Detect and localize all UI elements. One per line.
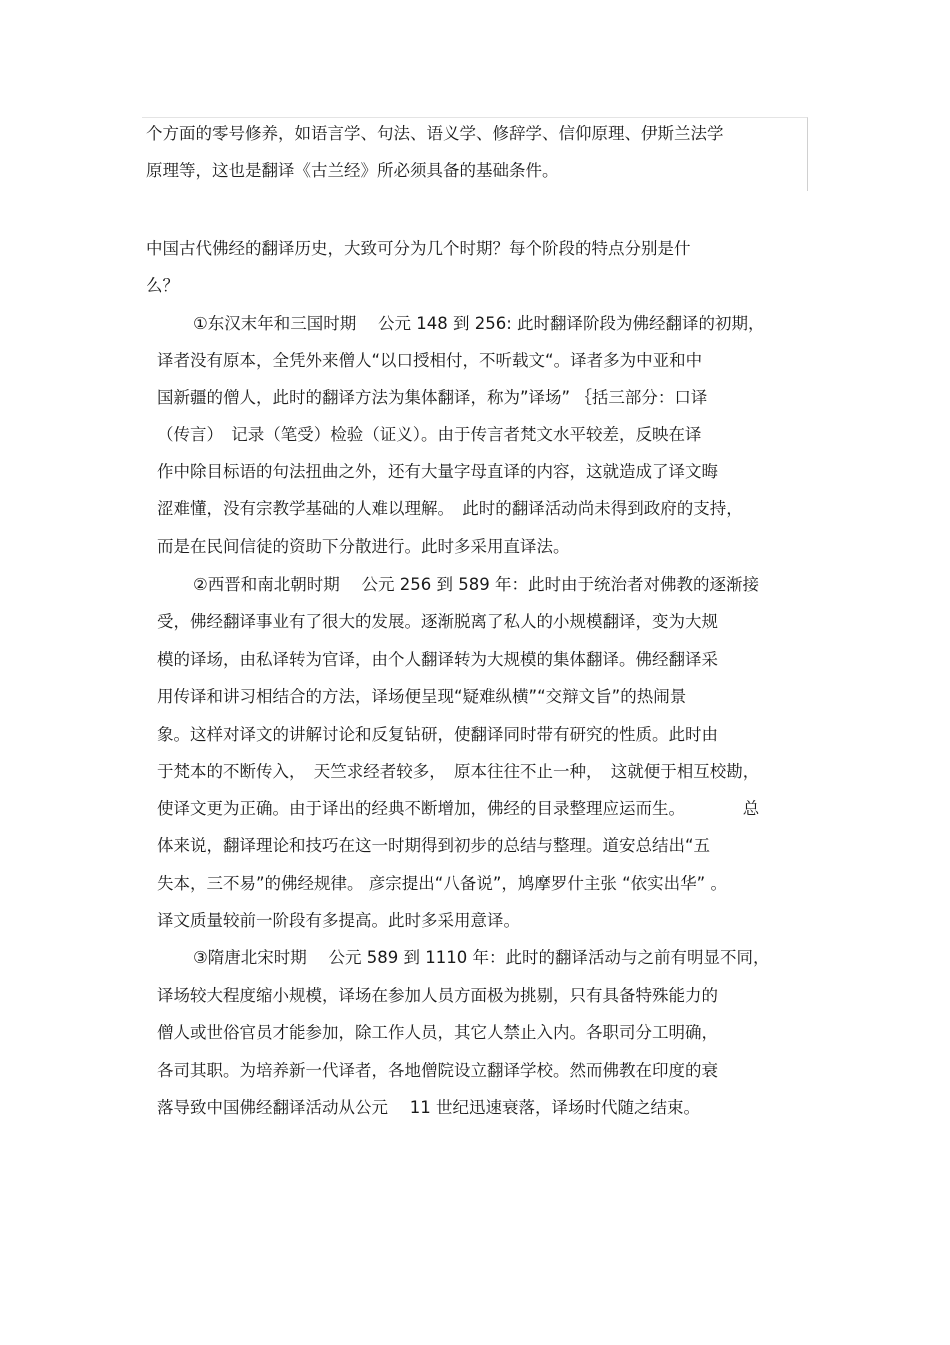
paragraph-line: 涩难懂，没有宗教学基础的人难以理解。 此时的翻译活动尚未得到政府的支持， (157, 499, 743, 518)
paragraph-line: 于梵本的不断传入， 天竺求经者较多， 原本往往不止一种， 这就便于相互校勘， (157, 762, 760, 781)
paragraph-line: 译文质量较前一阶段有多提高。此时多采用意译。 (157, 911, 520, 930)
paragraph-line: 模的译场，由私译转为官译，由个人翻译转为大规模的集体翻译。佛经翻译采 (157, 650, 718, 669)
paragraph-line: ③隋唐北宋时期 公元 589 到 1110 年：此时的翻译活动与之前有明显不同， (193, 948, 770, 967)
paragraph-line: 僧人或世俗官员才能参加，除工作人员，其它人禁止入内。各职司分工明确， (157, 1023, 718, 1042)
paragraph-line: 作中除目标语的句法扭曲之外，还有大量字母直译的内容，这就造成了译文晦 (157, 462, 718, 481)
paragraph-line: 落导致中国佛经翻译活动从公元 11 世纪迅速衰落，译场时代随之结束。 (157, 1098, 700, 1117)
question-line-2: 么？ (146, 276, 179, 295)
paragraph-line: 受，佛经翻译事业有了很大的发展。逐渐脱离了私人的小规模翻译，变为大规 (157, 612, 718, 631)
paragraph-line: （传言） 记录（笔受）检验（证义）。由于传言者梵文水平较差，反映在译 (157, 425, 702, 444)
paragraph-line: 使译文更为正确。由于译出的经典不断增加，佛经的目录整理应运而生。 总 (157, 799, 760, 818)
intro-line-1: 个方面的零号修养，如语言学、句法、语义学、修辞学、信仰原理、伊斯兰法学 (146, 124, 724, 143)
intro-line-2: 原理等，这也是翻译《古兰经》所必须具备的基础条件。 (146, 161, 559, 180)
paragraph-line: 译者没有原本，全凭外来僧人“以口授相付，不听载文“。译者多为中亚和中 (157, 351, 703, 370)
paragraph-line: 而是在民间信徒的资助下分散进行。此时多采用直译法。 (157, 537, 570, 556)
paragraph-line: 失本，三不易”的佛经规律。 彦宗提出“八备说”，鸠摩罗什主张 “依实出华” 。 (157, 874, 727, 893)
paragraph-line: ①东汉末年和三国时期 公元 148 到 256: 此时翻译阶段为佛经翻译的初期， (193, 314, 765, 333)
paragraph-line: 各司其职。为培养新一代译者，各地僧院设立翻译学校。然而佛教在印度的衰 (157, 1061, 718, 1080)
paragraph-line: 体来说，翻译理论和技巧在这一时期得到初步的总结与整理。道安总结出“五 (157, 836, 711, 855)
paragraph-line: 译场较大程度缩小规模，译场在参加人员方面极为挑剔，只有具备特殊能力的 (157, 986, 718, 1005)
paragraph-line: 国新疆的僧人，此时的翻译方法为集体翻译，称为”译场” ｛括三部分：口译 (157, 388, 708, 407)
paragraph-line: 象。这样对译文的讲解讨论和反复钻研，使翻译同时带有研究的性质。此时由 (157, 725, 718, 744)
paragraph-line: ②西晋和南北朝时期 公元 256 到 589 年：此时由于统治者对佛教的逐渐接 (193, 575, 760, 594)
question-line-1: 中国古代佛经的翻译历史，大致可分为几个时期？每个阶段的特点分别是什 (146, 239, 691, 258)
paragraph-line: 用传译和讲习相结合的方法，译场便呈现“疑难纵横”“交辩文旨”的热闹景 (157, 687, 687, 706)
